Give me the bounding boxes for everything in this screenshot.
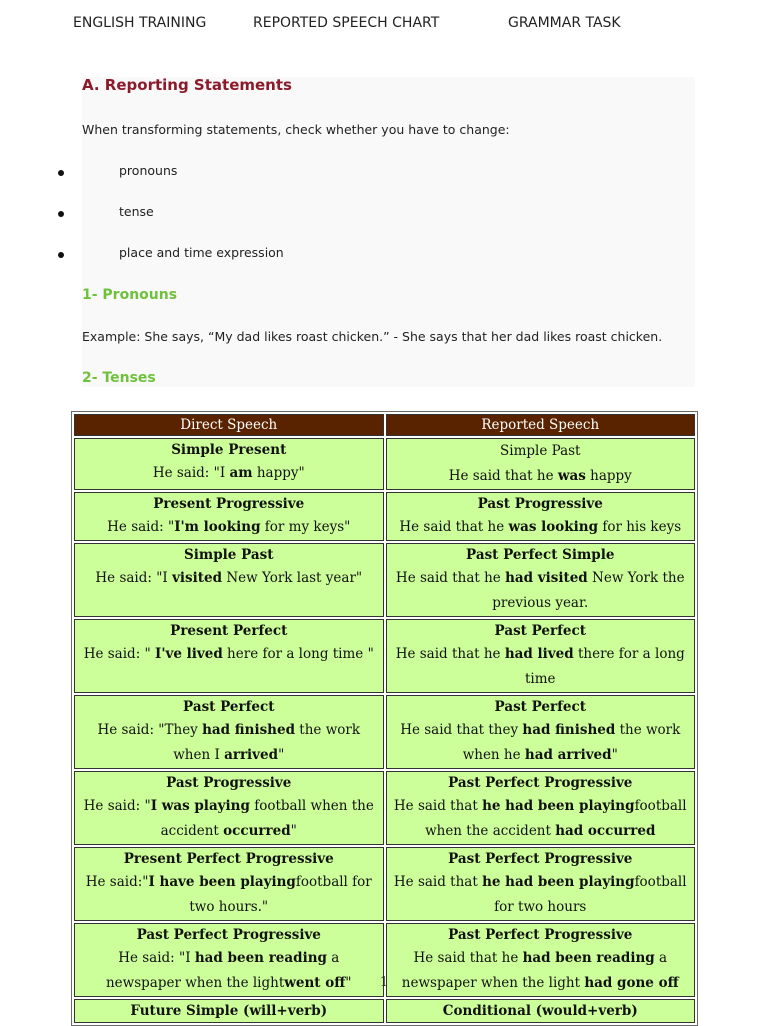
verb-highlight: occurred — [223, 823, 291, 839]
sentence-fragment: " — [290, 823, 297, 839]
direct-tense-label: Future Simple (will+verb) — [130, 1003, 328, 1019]
sentence-fragment: He said:" — [85, 874, 149, 890]
verb-highlight: had been reading — [194, 950, 327, 966]
sentence-fragment: " — [345, 975, 352, 991]
verb-highlight: I have been playing — [148, 874, 296, 890]
table-row — [74, 999, 695, 1023]
verb-highlight: I'm looking — [174, 519, 261, 535]
verb-highlight: I've lived — [155, 646, 223, 662]
section-title: A. Reporting Statements — [82, 76, 292, 94]
page-number: 1 — [379, 975, 389, 990]
sentence-fragment: He said that — [393, 798, 483, 814]
reported-example-sentence — [391, 566, 691, 616]
sentence-fragment: He said that he — [448, 468, 558, 484]
sentence-fragment: He said that — [393, 874, 483, 890]
direct-example-sentence — [79, 515, 379, 540]
table-row — [74, 847, 695, 921]
reported-speech-cell — [386, 438, 696, 490]
direct-example-sentence — [79, 566, 379, 591]
sentence-fragment: " — [278, 747, 285, 763]
sentence-fragment: there for a long time — [524, 646, 685, 687]
direct-tense-label: Simple Present — [171, 442, 287, 458]
reported-tense-label: Past Perfect Progressive — [448, 851, 633, 867]
sentence-fragment: " — [611, 747, 618, 763]
sentence-fragment: football for two hours — [494, 874, 687, 915]
sentence-fragment: He said that they — [400, 722, 523, 738]
reported-speech-cell — [386, 847, 696, 921]
sentence-fragment: football when the accident — [425, 798, 687, 839]
sentence-fragment: here for a long time " — [222, 646, 374, 662]
direct-tense-label: Present Perfect Progressive — [123, 851, 334, 867]
reported-speech-cell — [386, 695, 696, 769]
direct-example-sentence — [79, 718, 379, 768]
direct-tense-label: Present Perfect — [170, 623, 288, 639]
reported-example-sentence — [391, 870, 691, 920]
sentence-fragment: He said: " — [83, 798, 151, 814]
sentence-fragment: He said that he — [395, 646, 505, 662]
intro-text: When transforming statements, check whether you have to change: — [82, 122, 510, 137]
direct-speech-cell — [74, 695, 384, 769]
sentence-fragment: happy — [585, 468, 632, 484]
reported-tense-label: Past Perfect — [494, 623, 586, 639]
verb-highlight: had finished — [522, 722, 616, 738]
direct-tense-label: Past Progressive — [166, 775, 292, 791]
direct-speech-cell — [74, 999, 384, 1023]
direct-speech-cell — [74, 771, 384, 845]
subheading-tenses: 2- Tenses — [82, 370, 156, 386]
header-right: GRAMMAR TASK — [508, 15, 621, 31]
reported-example-sentence — [391, 718, 691, 768]
reported-tense-label: Conditional (would+verb) — [442, 1003, 638, 1019]
bullet-item: place and time expression — [119, 245, 284, 260]
sentence-fragment: He said that he — [413, 950, 523, 966]
sentence-fragment: a newspaper when the light — [105, 950, 340, 991]
reported-speech-table — [71, 411, 698, 1026]
verb-highlight: am — [229, 465, 253, 481]
reported-speech-cell — [386, 619, 696, 693]
sentence-fragment: for my keys" — [260, 519, 351, 535]
header-left: ENGLISH TRAINING — [73, 15, 207, 31]
verb-highlight: I was playing — [150, 798, 250, 814]
column-header-reported: Reported Speech — [386, 414, 696, 436]
reported-example-sentence — [391, 794, 691, 844]
reported-example-sentence — [391, 515, 691, 540]
direct-speech-cell — [74, 847, 384, 921]
reported-speech-cell — [386, 771, 696, 845]
reported-tense-label: Past Progressive — [477, 496, 603, 512]
bullet-item: pronouns — [119, 163, 178, 178]
table-body — [74, 438, 695, 1023]
verb-highlight: had been reading — [522, 950, 655, 966]
verb-highlight: had visited — [505, 570, 588, 586]
sentence-fragment: football when the accident — [160, 798, 374, 839]
direct-tense-label: Past Perfect — [183, 699, 275, 715]
sentence-fragment: the work when he — [462, 722, 681, 763]
direct-tense-label: Past Perfect Progressive — [136, 927, 321, 943]
reported-example-sentence — [391, 642, 691, 692]
table-row — [74, 438, 695, 490]
direct-speech-cell — [74, 492, 384, 541]
table-header-row — [74, 414, 695, 436]
reported-speech-cell — [386, 999, 696, 1023]
verb-highlight: went off — [284, 975, 346, 991]
bullet-dot — [58, 211, 64, 217]
reported-tense-label: Past Perfect Progressive — [448, 775, 633, 791]
table-row — [74, 619, 695, 693]
direct-tense-label: Present Progressive — [153, 496, 305, 512]
example-text: Example: She says, “My dad likes roast chicken.” - She says that her dad likes roast chicken. — [82, 329, 663, 344]
sentence-fragment: He said: "I — [118, 950, 195, 966]
direct-example-sentence — [79, 461, 379, 486]
page-header — [0, 15, 768, 35]
verb-highlight: was — [557, 468, 586, 484]
verb-highlight: had arrived — [524, 747, 612, 763]
verb-highlight: arrived — [224, 747, 279, 763]
sentence-fragment: He said: " — [107, 519, 175, 535]
verb-highlight: had lived — [504, 646, 574, 662]
bullet-dot — [58, 252, 64, 258]
reported-tense-label: Past Perfect Simple — [466, 547, 615, 563]
reported-tense-label: Past Perfect Progressive — [448, 927, 633, 943]
table-row — [74, 492, 695, 541]
column-header-direct: Direct Speech — [74, 414, 384, 436]
sentence-fragment: He said that he — [399, 519, 509, 535]
sentence-fragment: He said: "They — [97, 722, 203, 738]
direct-speech-cell — [74, 619, 384, 693]
direct-tense-label: Simple Past — [184, 547, 274, 563]
reported-speech-cell — [386, 543, 696, 617]
bullet-dot — [58, 170, 64, 176]
reported-example-sentence — [391, 464, 691, 489]
sentence-fragment: happy" — [252, 465, 305, 481]
sentence-fragment: New York last year" — [222, 570, 363, 586]
verb-highlight: had finished — [202, 722, 296, 738]
sentence-fragment: New York the previous year. — [492, 570, 685, 611]
sentence-fragment: He said: "I — [152, 465, 230, 481]
reported-tense-label: Simple Past — [500, 443, 581, 459]
sentence-fragment: He said: " — [83, 646, 156, 662]
table-row — [74, 695, 695, 769]
direct-speech-cell — [74, 438, 384, 490]
sentence-fragment: He said: "I — [95, 570, 173, 586]
verb-highlight: visited — [172, 570, 223, 586]
reported-tense-label: Past Perfect — [494, 699, 586, 715]
sentence-fragment: the work when I — [173, 722, 361, 763]
verb-highlight: he had been playing — [482, 798, 635, 814]
direct-example-sentence — [79, 642, 379, 667]
sentence-fragment: He said that he — [395, 570, 506, 586]
verb-highlight: had gone off — [584, 975, 679, 991]
table-row — [74, 771, 695, 845]
verb-highlight: was looking — [508, 519, 599, 535]
sentence-fragment: football for two hours." — [189, 874, 372, 915]
sentence-fragment: for his keys — [598, 519, 682, 535]
table-row — [74, 543, 695, 617]
verb-highlight: he had been playing — [482, 874, 635, 890]
bullet-item: tense — [119, 204, 154, 219]
direct-example-sentence — [79, 870, 379, 920]
reported-speech-cell — [386, 492, 696, 541]
direct-speech-cell — [74, 543, 384, 617]
sentence-fragment: a newspaper when the light — [401, 950, 668, 991]
header-center: REPORTED SPEECH CHART — [253, 15, 440, 31]
direct-example-sentence — [79, 794, 379, 844]
subheading-pronouns: 1- Pronouns — [82, 287, 178, 303]
verb-highlight: had occurred — [555, 823, 656, 839]
